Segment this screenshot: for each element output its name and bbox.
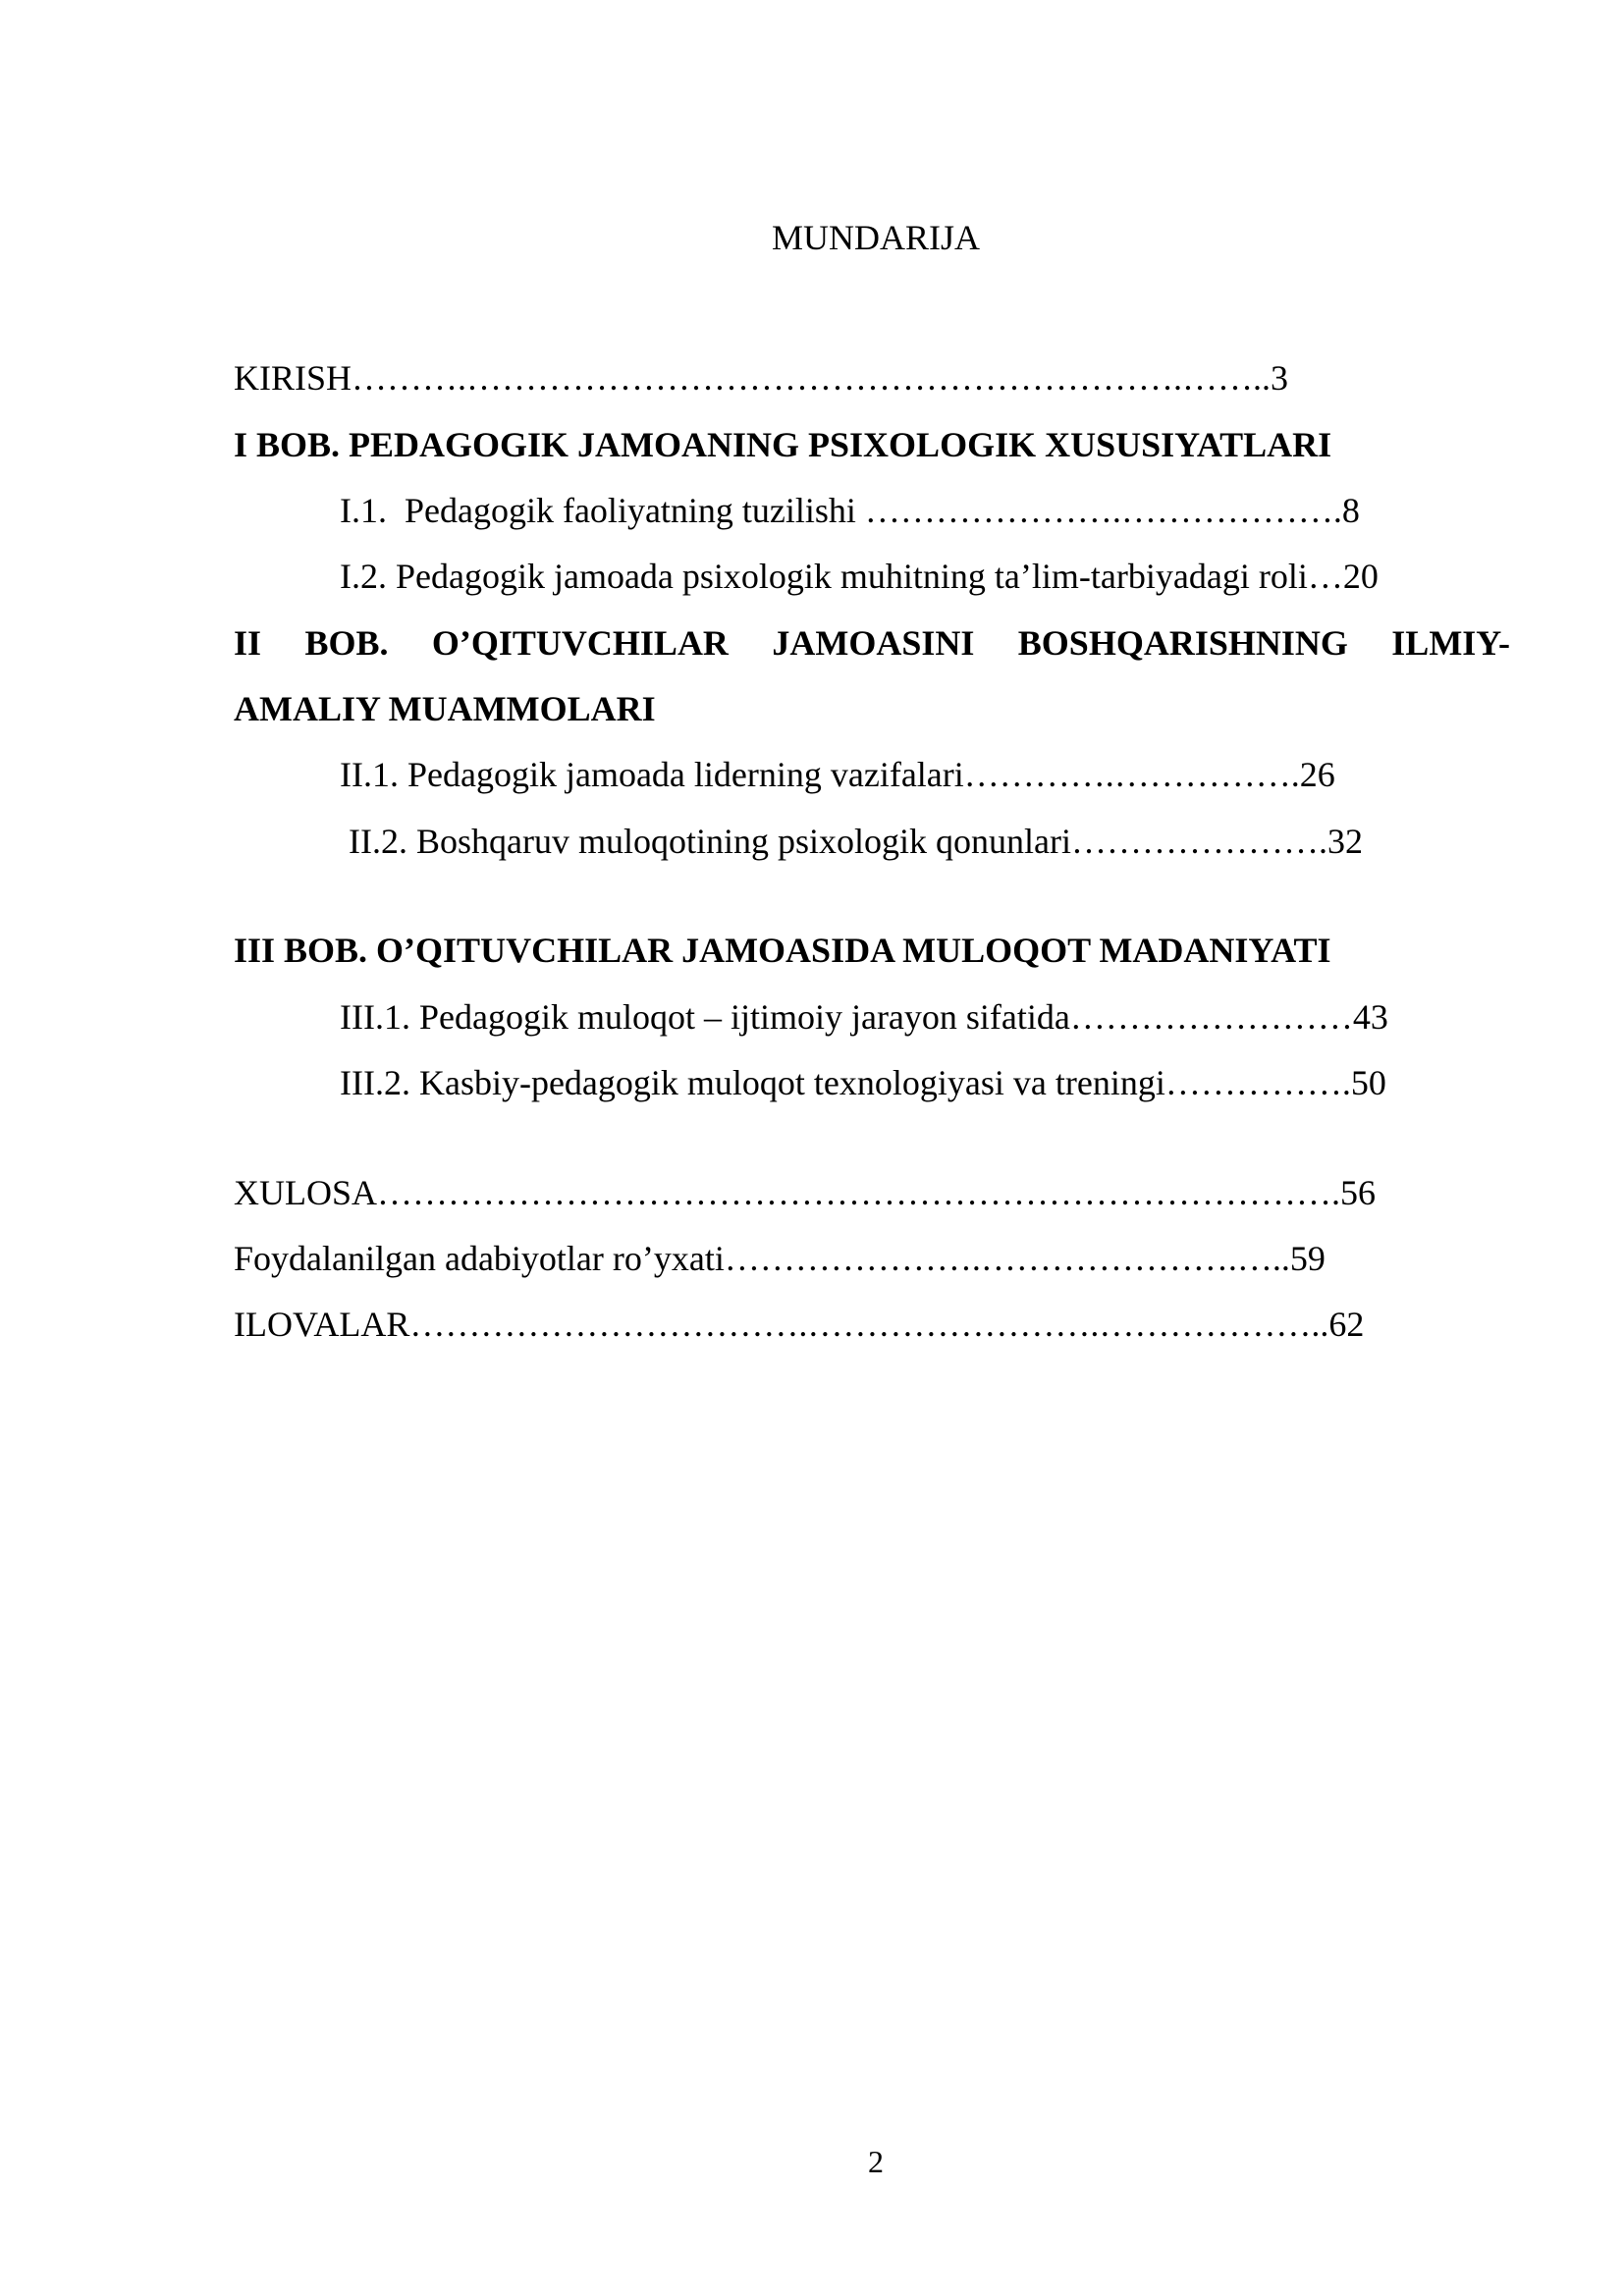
toc-entry-references: Foydalanilgan adabiyotlar ro’yxati………………….………………….…..59: [234, 1239, 1326, 1278]
toc-section-3-2: III.2. Kasbiy-pedagogik muloqot texnologiyasi va treningi…………….50: [340, 1063, 1386, 1102]
toc-chapter-3-title: III BOB. O’QITUVCHILAR JAMOASIDA MULOQOT MADANIYATI: [234, 931, 1331, 970]
toc-section-2-2: II.2. Boshqaruv muloqotining psixologik qonunlari………………….32: [340, 822, 1363, 861]
toc-chapter-1-title: I BOB. PEDAGOGIK JAMOANING PSIXOLOGIK XUSUSIYATLARI: [234, 425, 1332, 464]
toc-section-1-1: I.1. Pedagogik faoliyatning tuzilishi ………………….……………….8: [340, 491, 1360, 530]
toc-chapter-2-word: BOB.: [304, 623, 389, 663]
toc-chapter-2-title-continued: AMALIY MUAMMOLARI: [234, 689, 656, 728]
toc-chapter-2-word: BOSHQARISHNING: [1017, 623, 1348, 663]
toc-chapter-2-word: O’QITUVCHILAR: [431, 623, 729, 663]
toc-entry-kirish: KIRISH……….…………………………………………………….……..3: [234, 358, 1289, 398]
toc-chapter-2-word: ILMIY-: [1391, 623, 1510, 663]
toc-section-1-2: I.2. Pedagogik jamoada psixologik muhitning ta’lim-tarbiyadagi roli…20: [340, 557, 1379, 596]
toc-section-2-1: II.1. Pedagogik jamoada liderning vazifalari………….…………….26: [340, 755, 1335, 794]
page-number: 2: [868, 2144, 884, 2179]
toc-chapter-2-title: [234, 625, 1510, 661]
toc-chapter-2-word: II: [234, 623, 262, 663]
toc-section-3-1: III.1. Pedagogik muloqot – ijtimoiy jarayon sifatida……………………43: [340, 997, 1388, 1037]
toc-chapter-2-word: JAMOASINI: [772, 623, 975, 663]
toc-entry-appendices: ILOVALAR…………………………….…………………….………………..62: [234, 1305, 1365, 1344]
page-title: MUNDARIJA: [771, 218, 980, 257]
toc-entry-xulosa: XULOSA……………………………………………………………………….56: [234, 1173, 1377, 1212]
